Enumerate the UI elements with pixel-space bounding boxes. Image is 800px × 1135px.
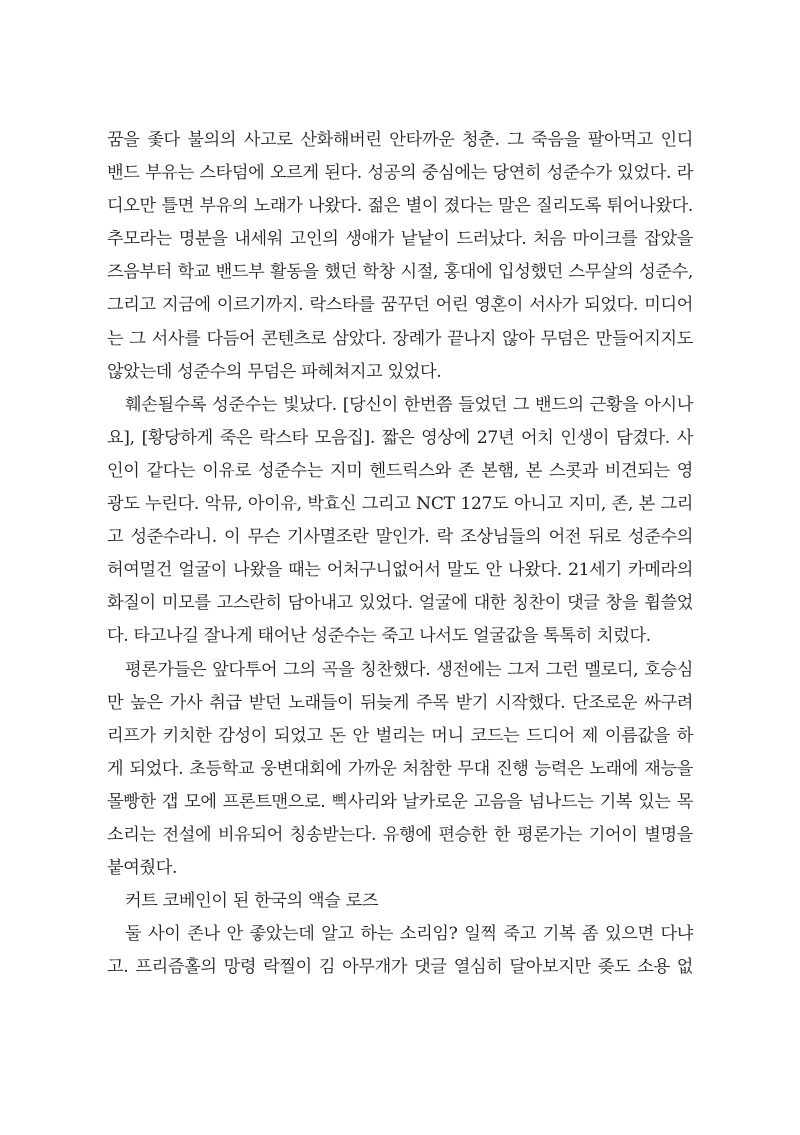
text-line: 추모라는 명분을 내세워 고인의 생애가 낱낱이 드러났다. 처음 마이크를 잡았을 [107,229,693,250]
text-line: 밴드 부유는 스타덤에 오르게 된다. 성공의 중심에는 당연히 성준수가 있었다. 라 [107,163,693,184]
text-line: 커트 코베인이 된 한국의 액슬 로즈 [125,891,379,912]
text-line: 허여멀건 얼굴이 나왔을 때는 어처구니없어서 말도 안 나왔다. 21세기 카메라의 [107,560,693,581]
text-line: 는 그 서사를 다듬어 콘텐츠로 삼았다. 장례가 끝나지 않아 무덤은 만들어지지도 [107,328,693,349]
text-line: 소리는 전설에 비유되어 칭송받는다. 유행에 편승한 한 평론가는 기어이 별명을 [107,824,693,845]
text-line: 둘 사이 존나 안 좋았는데 알고 하는 소리임? 일찍 죽고 기복 좀 있으면 다냐 [125,924,693,945]
text-line: 몰빵한 갭 모에 프론트맨으로. 삑사리와 날카로운 고음을 넘나드는 기복 있는 목 [107,791,693,812]
text-line: 다. 타고나길 잘나게 태어난 성준수는 죽고 나서도 얼굴값을 톡톡히 치렀다. [107,626,651,647]
text-line: 디오만 틀면 부유의 노래가 나왔다. 젊은 별이 졌다는 말은 질리도록 튀어나왔다. [107,196,693,217]
text-line: 평론가들은 앞다투어 그의 곡을 칭찬했다. 생전에는 그저 그런 멜로디, 호승심 [125,659,693,680]
text-line: 요], [황당하게 죽은 락스타 모음집]. 짧은 영상에 27년 어치 인생이 담겼다. 사 [107,427,693,448]
text-line: 만 높은 가사 취급 받던 노래들이 뒤늦게 주목 받기 시작했다. 단조로운 싸구려 [107,692,693,713]
text-line: 고. 프리즘홀의 망령 락찔이 김 아무개가 댓글 열심히 달아보지만 좆도 소용 없 [107,957,693,978]
text-line: 화질이 미모를 고스란히 담아내고 있었다. 얼굴에 대한 칭찬이 댓글 창을 휩쓸었 [107,593,693,614]
text-line: 고 성준수라니. 이 무슨 기사멸조란 말인가. 락 조상님들의 어전 뒤로 성준수의 [107,527,693,548]
text-line: 붙여줬다. [107,858,178,879]
text-line: 훼손될수록 성준수는 빛났다. [당신이 한번쯤 들었던 그 밴드의 근황을 아시나 [125,394,693,415]
text-line: 즈음부터 학교 밴드부 활동을 했던 학창 시절, 홍대에 입성했던 스무살의 성준수, [107,262,693,283]
text-line: 게 되었다. 초등학교 웅변대회에 가까운 처참한 무대 진행 능력은 노래에 재능을 [107,758,693,779]
text-line: 않았는데 성준수의 무덤은 파헤쳐지고 있었다. [107,361,442,382]
text-line: 꿈을 좇다 불의의 사고로 산화해버린 안타까운 청춘. 그 죽음을 팔아먹고 인디 [107,130,693,150]
text-line: 리프가 키치한 감성이 되었고 돈 안 벌리는 머니 코드는 드디어 제 이름값을 하 [107,725,693,746]
text-line: 인이 같다는 이유로 성준수는 지미 헨드릭스와 존 본햄, 본 스콧과 비견되는 영 [107,460,693,481]
text-line: 광도 누린다. 악뮤, 아이유, 박효신 그리고 NCT 127도 아니고 지미, 존, 본 그리 [107,494,693,515]
text-line: 그리고 지금에 이르기까지. 락스타를 꿈꾸던 어린 영혼이 서사가 되었다. 미디어 [107,295,693,316]
